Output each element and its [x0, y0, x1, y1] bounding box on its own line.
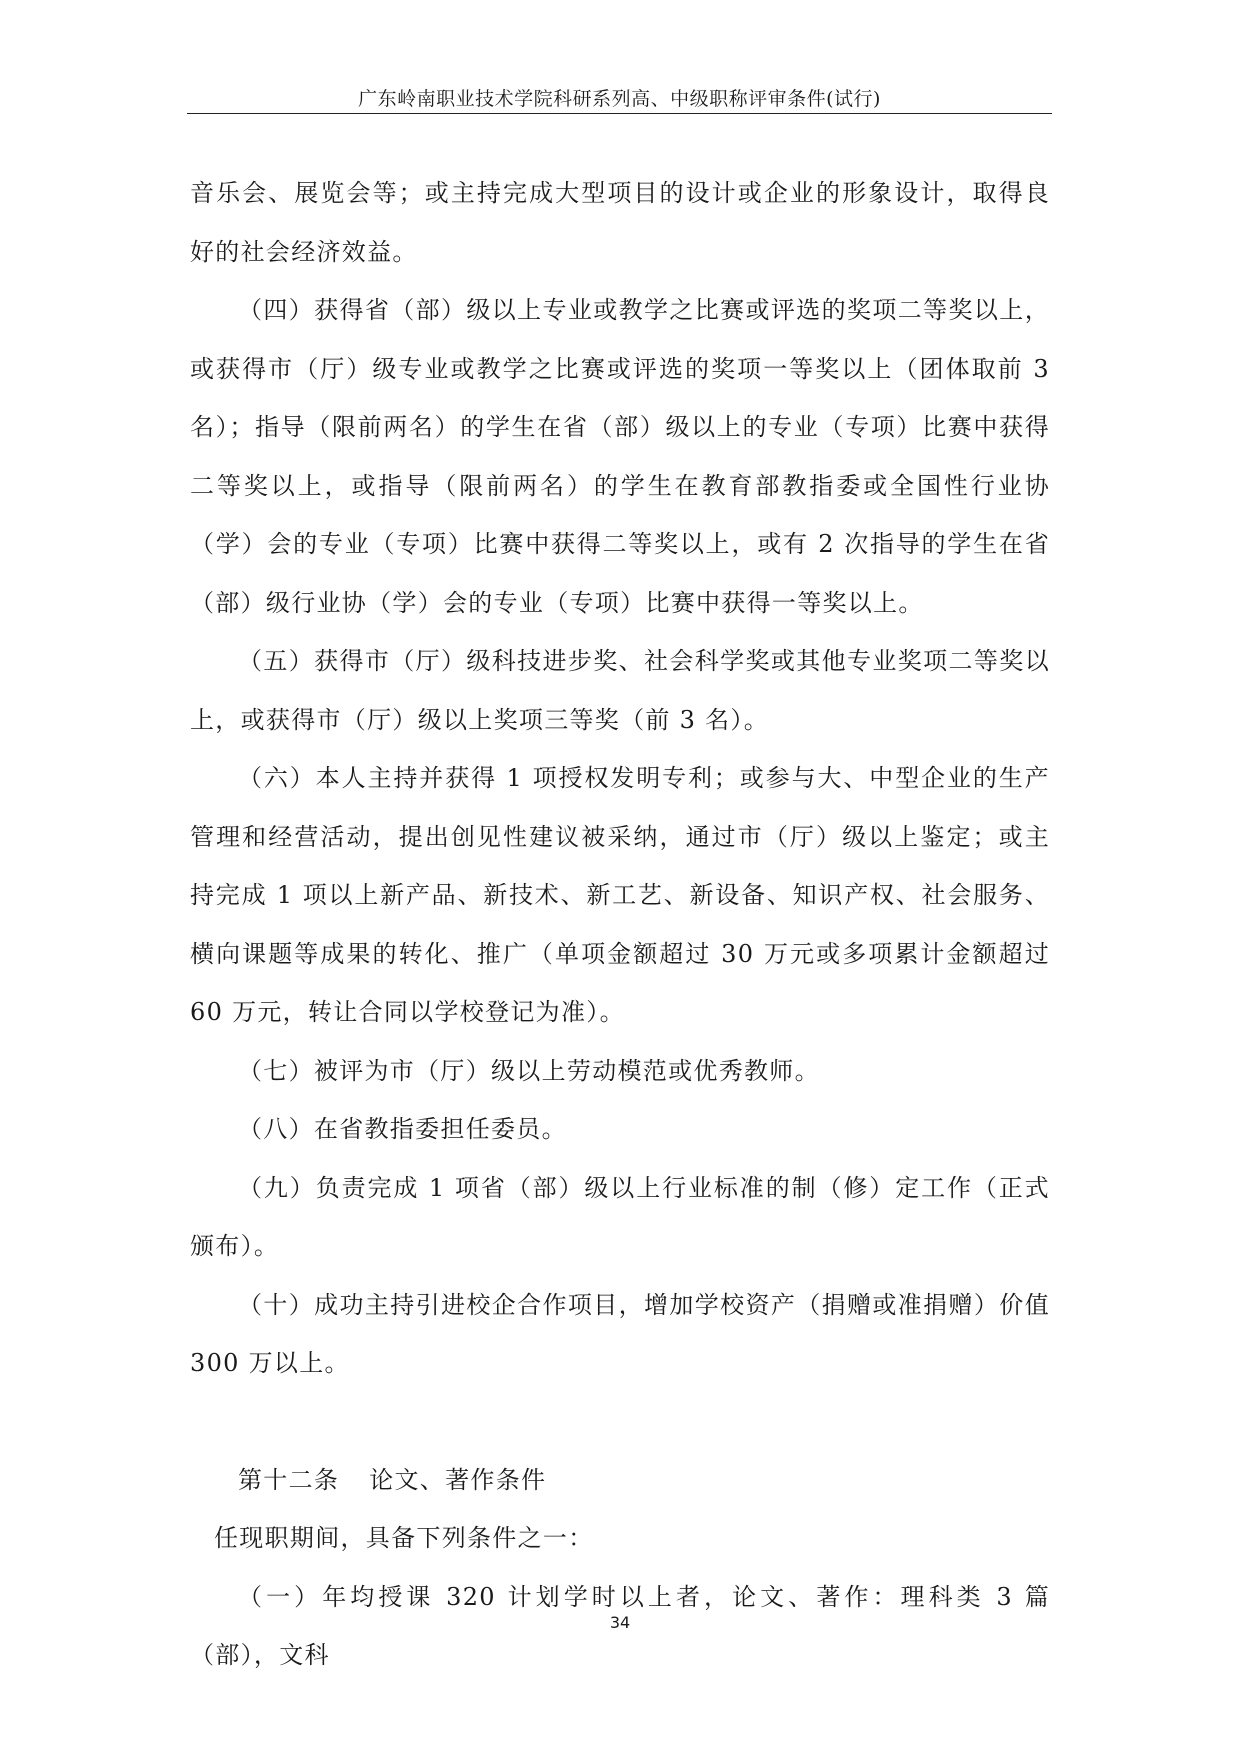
page-number: 34	[609, 1613, 631, 1632]
item-8-paragraph: （八）在省教指委担任委员。	[238, 1115, 567, 1143]
article-number: 第十二条	[238, 1465, 340, 1494]
running-header-title: 广东岭南职业技术学院科研系列高、中级职称评审条件(试行)	[358, 88, 881, 110]
item-6-paragraph: （六）本人主持并获得 1 项授权发明专利；或参与大、中型企业的生产管理和经营活动，提出创见性建议被采纳，通过市（厅）级以上鉴定；或主持完成 1 项以上新产品、新技术、新工艺、新设备、知识产权、社会服务、横向课题等成果的转化、推广（单项金额超过 30 万元或多项累计金额超过 60 万元，转让合同以学校登记为准）。	[190, 764, 1050, 1026]
article-lead: 任现职期间，具备下列条件之一：	[214, 1524, 594, 1552]
item-4-paragraph: （四）获得省（部）级以上专业或教学之比赛或评选的奖项二等奖以上，或获得市（厅）级专业或教学之比赛或评选的奖项一等奖以上（团体取前 3 名）；指导（限前两名）的学生在省（部）级以上的专业（专项）比赛中获得二等奖以上，或指导（限前两名）的学生在教育部教指委或全国性行业协（学）会的专业（专项）比赛中获得二等奖以上，或有 2 次指导的学生在省（部）级行业协（学）会的专业（专项）比赛中获得一等奖以上。	[190, 296, 1050, 617]
item-9-paragraph: （九）负责完成 1 项省（部）级以上行业标准的制（修）定工作（正式颁布）。	[190, 1173, 1050, 1260]
article-title: 论文、著作条件	[369, 1465, 547, 1494]
continuation-paragraph: 音乐会、展览会等；或主持完成大型项目的设计或企业的形象设计，取得良好的社会经济效益。	[190, 179, 1050, 266]
item-5-paragraph: （五）获得市（厅）级科技进步奖、社会科学奖或其他专业奖项二等奖以上，或获得市（厅）级以上奖项三等奖（前 3 名）。	[190, 647, 1050, 734]
section-spacer	[190, 1393, 1050, 1451]
article-heading	[190, 1451, 1050, 1510]
item-10-paragraph: （十）成功主持引进校企合作项目，增加学校资产（捐赠或准捐赠）价值 300 万以上。	[190, 1290, 1050, 1377]
body-text	[190, 164, 1050, 1685]
article-item-1-paragraph: （一）年均授课 320 计划学时以上者，论文、著作：理科类 3 篇（部），文科	[190, 1582, 1050, 1669]
header-rule	[187, 113, 1052, 114]
item-7-paragraph: （七）被评为市（厅）级以上劳动模范或优秀教师。	[238, 1056, 820, 1085]
